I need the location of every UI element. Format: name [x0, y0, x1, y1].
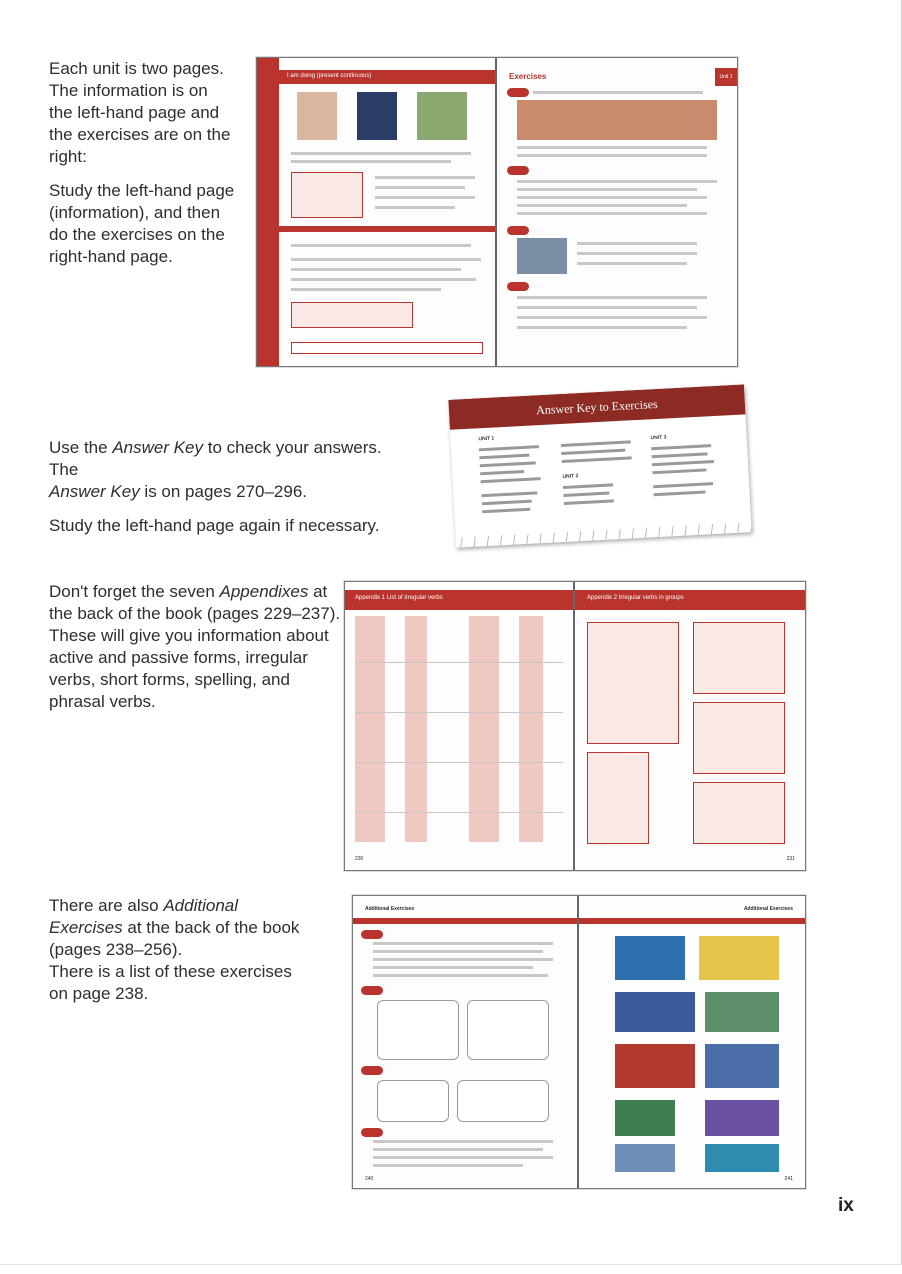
answer-key-term: Answer Key: [112, 438, 204, 457]
additional-right-page: [579, 896, 805, 1188]
exercise-picture: [699, 936, 779, 980]
page-number: ix: [838, 1195, 854, 1216]
additional-line: There is a list of these exercises: [49, 962, 292, 981]
unit-left-page: [257, 58, 495, 366]
speech-bubbles: [467, 1000, 549, 1060]
additional-line: (pages 238–256).: [49, 940, 183, 959]
units-line: right:: [49, 147, 87, 166]
answer-key-title: Answer Key to Exercises: [448, 384, 745, 429]
answer-key-explanation: Use the Answer Key to check your answers. The Answer Key is on pages 270–296. Study the left-hand page again if necessary.: [49, 437, 409, 549]
unit-left-title: I am doing (present continuous): [287, 73, 372, 79]
exercise-picture: [705, 1100, 779, 1136]
additional-term: Exercises: [49, 918, 123, 937]
units-line: the left-hand page and: [49, 103, 220, 122]
additional-left-page: [353, 896, 577, 1188]
additional-term: Additional: [163, 896, 239, 915]
appendix-left-title: Appendix 1 List of irregular verbs: [355, 595, 443, 601]
study-line: (information), and then: [49, 203, 221, 222]
units-line: The information is on: [49, 81, 208, 100]
answer-key-unit3: UNIT 3: [650, 434, 667, 442]
units-line: Each unit is two pages.: [49, 59, 224, 78]
appendixes-line: verbs, short forms, spelling, and: [49, 670, 290, 689]
unit-right-title: Exercises: [509, 72, 547, 81]
exercise-picture: [705, 1144, 779, 1172]
answer-key-thumbnail: [448, 384, 751, 547]
appendixes-explanation: Don't forget the seven Appendixes at the back of the book (pages 229–237). These will give you information about active and passive forms, irregular verbs, short forms, spelling, and phrasal verbs.: [49, 581, 349, 713]
exercise-picture: [615, 1044, 695, 1088]
exercise-picture: [705, 992, 779, 1032]
exercise-picture: [615, 936, 685, 980]
illustration: [357, 92, 397, 140]
appendixes-line: phrasal verbs.: [49, 692, 156, 711]
appendix-left-page-number: 230: [355, 856, 364, 862]
additional-right-page-number: 241: [784, 1176, 793, 1182]
appendix-right-page: [575, 582, 805, 870]
additional-line: on page 238.: [49, 984, 149, 1003]
additional-left-title: Additional Exercises: [365, 906, 415, 912]
appendixes-line: active and passive forms, irregular: [49, 648, 308, 667]
speech-bubbles: [377, 1000, 459, 1060]
additional-explanation: There are also Additional Exercises at the back of the book (pages 238–256). There is a list of these exercises on page 238.: [49, 895, 309, 1005]
appendix-left-page: [345, 582, 573, 870]
study-line: Study the left-hand page: [49, 181, 235, 200]
appendixes-term: Appendixes: [219, 582, 309, 601]
units-line: the exercises are on the: [49, 125, 231, 144]
appendix-right-page-number: 231: [786, 856, 795, 862]
exercise-picture: [615, 1100, 675, 1136]
grammar-table: [291, 172, 363, 218]
exercise-photo: [517, 238, 567, 274]
exercise-picture: [615, 1144, 675, 1172]
answer-key-unit2: UNIT 2: [562, 473, 579, 480]
answer-key-note: Study the left-hand page again if necessary.: [49, 516, 380, 535]
answer-key-unit1: UNIT 1: [478, 435, 495, 443]
unit-spread-thumbnail: [256, 57, 738, 367]
illustration: [417, 92, 467, 140]
exercise-picture: [615, 992, 695, 1032]
unit-tab: Unit 1: [715, 68, 737, 86]
additional-spread-thumbnail: [352, 895, 806, 1189]
answer-key-term: Answer Key: [49, 482, 140, 501]
study-line: right-hand page.: [49, 247, 173, 266]
appendix-right-title: Appendix 2 Irregular verbs in groups: [587, 595, 684, 601]
exercise-illustrations: [517, 100, 717, 140]
units-explanation: [49, 58, 249, 280]
study-line: do the exercises on the: [49, 225, 225, 244]
appendix-spread-thumbnail: [344, 581, 806, 871]
additional-right-title: Additional Exercises: [743, 906, 793, 912]
illustration: [297, 92, 337, 140]
appendixes-line: the back of the book (pages 229–237).: [49, 604, 341, 623]
appendixes-line: These will give you information about: [49, 626, 329, 645]
unit-left-red-margin: [257, 58, 279, 366]
additional-left-page-number: 240: [365, 1176, 374, 1182]
exercise-picture: [705, 1044, 779, 1088]
unit-right-page: [497, 58, 737, 366]
